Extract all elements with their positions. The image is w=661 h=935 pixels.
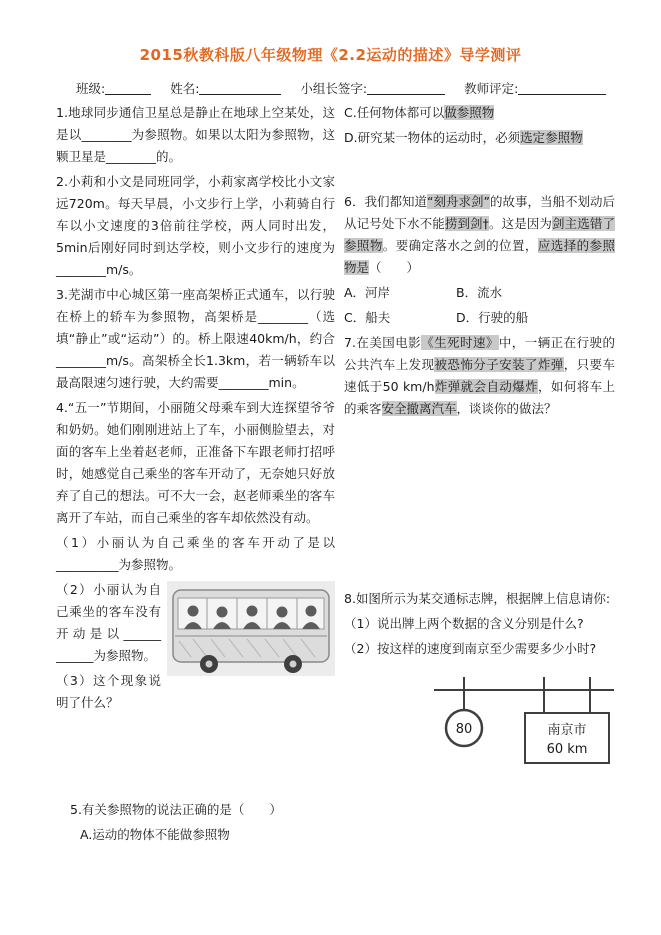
question-6-options-row2 [344, 307, 615, 329]
question-6-option-d: D．行驶的船 [456, 310, 529, 325]
header-row [76, 79, 621, 97]
distance-value: 60 km [546, 742, 588, 757]
question-2: 2.小莉和小文是同班同学，小莉家离学校比小文家远720m。每天早晨，小文步行上学，小莉骑自行车以小文速度的3倍前往学校，两人同时出发，5min后刚好同时到达学校，则小文步行的速度为________m/s。 [56, 174, 335, 277]
question-8-sub1: （1）说出牌上两个数据的含义分别是什么? [344, 616, 584, 631]
question-8-intro: 8.如图所示为某交通标志牌，根据牌上信息请你: [344, 591, 611, 606]
question-6-option-c: C．船夫 [344, 310, 391, 325]
question-1: 1.地球同步通信卫星总是静止在地球上空某处，这是以________为参照物。如果以太阳为参照物，这颗卫星是________的。 [56, 105, 335, 164]
question-4-sub1: （1）小丽认为自己乘坐的客车开动了是以__________为参照物。 [56, 535, 335, 572]
question-6: 6．我们都知道“刻舟求剑”的故事，当船不划动后从记号处下水不能捞到剑†。这是因为剑主选错了参照物。要确定落水之剑的位置，应选择的参照物是（ ） [344, 194, 615, 275]
question-5: 5.有关参照物的说法正确的是（ ） [70, 802, 282, 817]
group-leader-field [300, 81, 445, 96]
question-6-options-row1 [344, 282, 615, 304]
teacher-rating-field [464, 81, 606, 96]
class-blank [105, 82, 151, 95]
page-title: 2015秋教科版八年级物理《2.2运动的描述》导学测评 [139, 46, 522, 64]
class-label: 班级: [76, 81, 106, 96]
speed-limit-sign [446, 710, 482, 746]
city-distance-sign [525, 713, 609, 763]
question-6-option-a: A．河岸 [344, 285, 391, 300]
question-5-option-d: D.研究某一物体的运动时，必须选定参照物 [344, 130, 583, 145]
speed-limit-value: 80 [455, 722, 473, 737]
right-column [344, 102, 615, 780]
teacher-rating-blank [518, 82, 606, 95]
name-field [170, 81, 281, 96]
question-4-sub3: （3）这个现象说明了什么？ [56, 673, 161, 710]
class-field [76, 81, 151, 96]
question-6-option-b: B．流水 [456, 285, 503, 300]
question-7: 7.在美国电影《生死时速》中，一辆正在行驶的公共汽车上发现被恐怖分子安装了炸弹，只要车速低于50 km/h炸弹就会自动爆炸，如何将车上的乘客安全撤离汽车，谈谈你的做法？ [344, 335, 615, 416]
question-4-sub23-block [56, 579, 335, 717]
group-leader-blank [367, 82, 445, 95]
city-name: 南京市 [547, 723, 587, 738]
group-leader-label: 小组长签字: [300, 81, 368, 96]
question-4-intro: 4.“五一”节期间，小丽随父母乘车到大连探望爷爷和奶奶。她们刚刚进站上了车，小丽侧脸望去，对面的客车上坐着赵老师，正准备下车跟老师打招呼时，她感觉自己乘坐的客车开动了，无奈她只好放弃了自己的想法。可不大一会，赵老师乘坐的客车离开了车站，而自己乘坐的客车却依然没有动。 [56, 400, 335, 525]
question-5-block [56, 799, 335, 846]
left-column [56, 102, 335, 849]
bus-illustration [167, 581, 335, 676]
question-5-option-c: C.任何物体都可以做参照物 [344, 105, 495, 120]
question-3: 3.芜湖市中心城区第一座高架桥正式通车，以行驶在桥上的轿车为参照物，高架桥是________（选填“静止”或“运动”）的。桥上限速40km/h，约合________m/s。高架桥全长1.3km，若一辆轿车以最高限速匀速行驶，大约需要________min。 [56, 287, 335, 390]
question-5-option-a: A.运动的物体不能做参照物 [80, 827, 230, 842]
teacher-rating-label: 教师评定: [464, 81, 519, 96]
question-4-sub2: （2）小丽认为自己乘坐的客车没有开动是以______ ______为参照物。 [56, 582, 161, 663]
name-blank [199, 82, 281, 95]
question-8-sub2: （2）按这样的速度到南京至少需要多少小时? [344, 641, 597, 656]
traffic-sign-figure [432, 672, 618, 780]
name-label: 姓名: [170, 81, 200, 96]
